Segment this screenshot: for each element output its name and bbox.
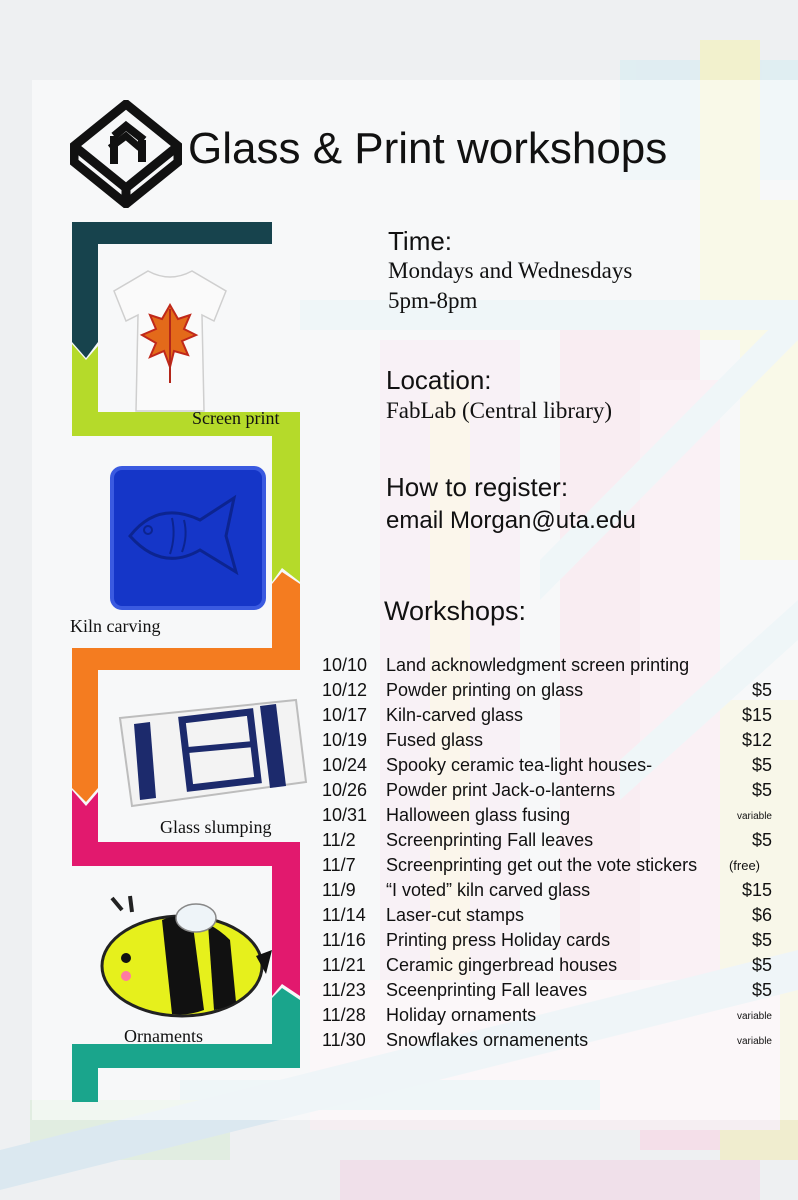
bee-ornament-image [96, 890, 274, 1020]
time-hours: 5pm-8pm [388, 288, 478, 313]
tshirt-leaf-image [110, 265, 230, 415]
workshop-date: 11/28 [322, 1005, 366, 1025]
workshop-name: Printing press Holiday cards [386, 930, 611, 950]
workshop-price: $5 [751, 980, 772, 1000]
workshop-row [322, 955, 772, 980]
workshop-name: Halloween glass fusing [386, 805, 571, 825]
workshop-date: 11/7 [322, 855, 356, 875]
workshop-price: variable [736, 1011, 772, 1022]
workshop-date: 10/17 [322, 705, 368, 725]
workshop-row [322, 830, 772, 855]
workshop-row [322, 655, 772, 680]
workshop-date: 10/24 [322, 755, 368, 775]
workshop-price: variable [736, 811, 772, 822]
workshop-date: 11/21 [322, 955, 366, 975]
workshop-row [322, 705, 772, 730]
workshop-row [322, 780, 772, 805]
workshop-price: $15 [741, 880, 772, 900]
time-days: Mondays and Wednesdays [388, 258, 633, 283]
location-heading: Location: [386, 365, 492, 395]
workshop-name: “I voted” kiln carved glass [386, 880, 591, 900]
slumped-glass-dish-image [110, 698, 310, 810]
workshop-price: (free) [728, 858, 760, 873]
kiln-carved-fish-image [108, 464, 268, 612]
workshop-date: 11/2 [322, 830, 356, 850]
workshop-row [322, 1030, 772, 1055]
workshop-price: $5 [751, 755, 772, 775]
workshop-date: 10/12 [322, 680, 368, 700]
workshop-price: $5 [751, 930, 772, 950]
workshop-row [322, 980, 772, 1005]
workshop-name: Holiday ornaments [386, 1005, 537, 1025]
workshop-row [322, 755, 772, 780]
workshop-name: Fused glass [386, 730, 484, 750]
workshop-name: Laser-cut stamps [386, 905, 525, 925]
workshop-price: $15 [741, 705, 772, 725]
caption-kiln-carving: Kiln carving [70, 616, 161, 636]
time-heading: Time: [388, 226, 453, 256]
workshop-row [322, 805, 772, 830]
workshop-price: $5 [751, 680, 772, 700]
register-heading: How to register: [386, 472, 569, 502]
register-contact: email Morgan@uta.edu [386, 507, 636, 534]
workshop-date: 11/9 [322, 880, 356, 900]
workshop-price: $5 [751, 780, 772, 800]
workshop-date: 11/16 [322, 930, 366, 950]
workshop-name: Screenprinting get out the vote stickers [386, 855, 698, 875]
workshop-name: Powder printing on glass [386, 680, 584, 700]
workshop-date: 10/31 [322, 805, 368, 825]
page-title: Glass & Print workshops [188, 124, 668, 173]
workshop-date: 11/14 [322, 905, 366, 925]
workshop-date: 11/23 [322, 980, 366, 1000]
workshop-date: 10/10 [322, 655, 368, 675]
workshop-row [322, 1005, 772, 1030]
workshop-row [322, 905, 772, 930]
fablab-logo-icon [70, 100, 182, 208]
workshop-name: Screenprinting Fall leaves [386, 830, 594, 850]
workshop-row [322, 880, 772, 905]
workshop-price: $6 [751, 905, 772, 925]
workshop-row [322, 855, 772, 880]
workshop-name: Sceenprinting Fall leaves [386, 980, 588, 1000]
caption-screen-print: Screen print [192, 408, 280, 428]
workshop-price: $5 [751, 830, 772, 850]
workshop-price: $5 [751, 955, 772, 975]
workshop-name: Spooky ceramic tea-light houses- [386, 755, 653, 775]
caption-ornaments: Ornaments [124, 1026, 203, 1046]
workshop-price: variable [736, 1036, 772, 1047]
workshop-name: Ceramic gingerbread houses [386, 955, 618, 975]
workshop-row [322, 730, 772, 755]
workshop-price: $12 [741, 730, 772, 750]
workshop-date: 10/26 [322, 780, 368, 800]
caption-glass-slumping: Glass slumping [160, 817, 272, 837]
workshop-name: Kiln-carved glass [386, 705, 524, 725]
workshop-date: 10/19 [322, 730, 368, 750]
workshop-row [322, 680, 772, 705]
workshop-name: Snowflakes ornamenents [386, 1030, 589, 1050]
location-place: FabLab (Central library) [386, 398, 613, 423]
workshop-row [322, 930, 772, 955]
workshop-date: 11/30 [322, 1030, 366, 1050]
workshops-heading: Workshops: [384, 596, 527, 626]
workshop-name: Powder print Jack-o-lanterns [386, 780, 616, 800]
workshop-name: Land acknowledgment screen printing [386, 655, 690, 675]
